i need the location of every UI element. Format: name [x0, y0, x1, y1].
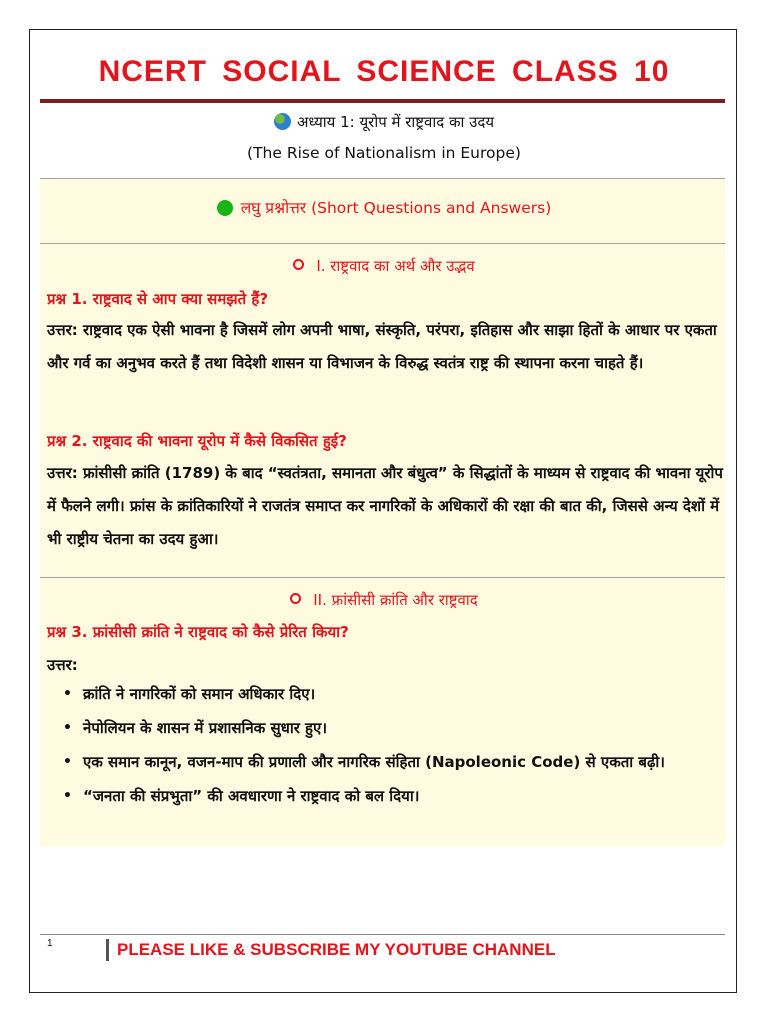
subsection-heading-1: I. राष्ट्रवाद का अर्थ और उद्भव — [0, 256, 768, 276]
footer-separator — [106, 939, 109, 961]
list-item: • “जनता की संप्रभुता” की अवधारणा ने राष्ट्रवाद को बल दिया। — [63, 781, 725, 812]
page-number: 1 — [47, 938, 53, 949]
answer-1: उत्तर: राष्ट्रवाद एक ऐसी भावना है जिसमें लोग अपनी भाषा, संस्कृति, परंपरा, इतिहास और साझा हितों के आधार पर एकता और गर्व का अनुभव करते हैं तथा विदेशी शासन या विभाजन के विरुद्ध स्वतंत्र राष्ट्र की स्थापना करना चाहते हैं। — [47, 321, 717, 372]
green-circle-icon — [217, 200, 233, 216]
section-divider — [40, 243, 725, 244]
list-item: • एक समान कानून, वजन-माप की प्रणाली और नागरिक संहिता (Napoleonic Code) से एकता बढ़ी। — [63, 747, 725, 778]
footer-cta: PLEASE LIKE & SUBSCRIBE MY YOUTUBE CHANNEL — [117, 940, 556, 959]
section-title-text: लघु प्रश्नोत्तर (Short Questions and Answers) — [240, 199, 552, 217]
chapter-heading — [0, 112, 768, 132]
question-2: प्रश्न 2. राष्ट्रवाद की भावना यूरोप में कैसे विकसित हुई? — [47, 432, 347, 450]
ring-bullet-icon — [290, 593, 301, 604]
list-item: • क्रांति ने नागरिकों को समान अधिकार दिए। — [63, 679, 725, 710]
band-top-divider — [40, 178, 725, 179]
subsection-heading-2: II. फ्रांसीसी क्रांति और राष्ट्रवाद — [0, 590, 768, 610]
section-title — [0, 196, 768, 218]
ring-bullet-icon — [293, 259, 304, 270]
footer-divider — [40, 934, 725, 935]
answer-3-label: उत्तर: — [47, 656, 78, 674]
answer-2: उत्तर: फ्रांसीसी क्रांति (1789) के बाद “स्वतंत्रता, समानता और बंधुत्व” के सिद्धांतों के माध्यम से राष्ट्रवाद की भावना यूरोप में फैलने लगी। फ्रांस के क्रांतिकारियों ने राजतंत्र समाप्त कर नागरिकों के अधिकारों की रक्षा की बात की, जिससे अन्य देशों में भी राष्ट्रीय चेतना का उदय हुआ। — [47, 464, 723, 548]
list-item: • नेपोलियन के शासन में प्रशासनिक सुधार हुए। — [63, 713, 725, 744]
question-1: प्रश्न 1. राष्ट्रवाद से आप क्या समझते हैं? — [47, 290, 269, 308]
title-divider — [40, 99, 725, 103]
chapter-title-hindi: अध्याय 1: यूरोप में राष्ट्रवाद का उदय — [296, 113, 495, 131]
chapter-title-english: (The Rise of Nationalism in Europe) — [247, 144, 521, 162]
subsection-divider — [40, 577, 725, 578]
answer-3-list — [63, 679, 725, 815]
page-title: NCERT SOCIAL SCIENCE CLASS 10 — [98, 55, 670, 88]
globe-icon — [274, 113, 291, 130]
question-3: प्रश्न 3. फ्रांसीसी क्रांति ने राष्ट्रवाद को कैसे प्रेरित किया? — [47, 623, 349, 641]
